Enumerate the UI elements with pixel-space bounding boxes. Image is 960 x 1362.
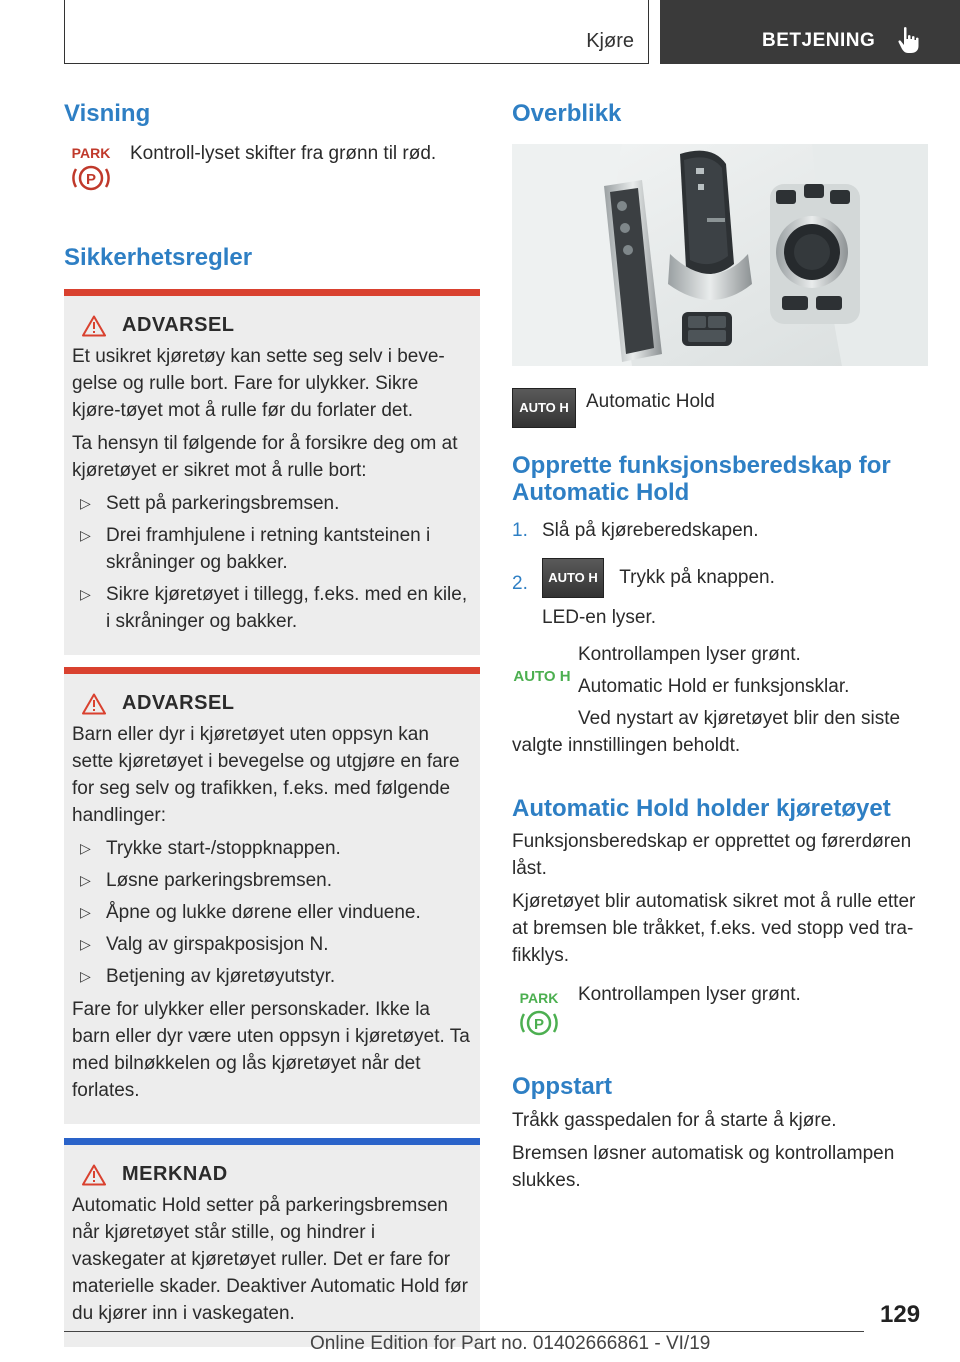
warning2-list <box>72 835 472 990</box>
warning-triangle-icon <box>82 1164 106 1186</box>
auto-h-button-row <box>512 388 928 432</box>
lamp-text-2: Automatic Hold er funksjonsklar. <box>578 675 850 697</box>
list-item: ▷ Valg av girspakposisjon N. <box>80 934 329 956</box>
lamp-text-1: Kontrollampen lyser grønt. <box>578 643 801 665</box>
center-console-photo <box>512 144 928 366</box>
heading-visning: Visning <box>64 100 151 127</box>
warning-title-text-1: ADVARSEL <box>122 314 235 337</box>
auto-h-button[interactable]: AUTO H <box>512 388 576 428</box>
holder-paragraph-2: Kjøretøyet blir automatisk sikret mot å rulle etter at bremsen ble tråkket, f.eks. ved stopp ved tra-fikklys. <box>512 891 916 967</box>
footer-edition: Online Edition for Part no. 01402666861 - VI/19 <box>310 1333 711 1354</box>
park-brake-icon <box>64 144 118 194</box>
led-text: LED-en lyser. <box>542 606 657 628</box>
auto-h-button-small[interactable]: AUTO H <box>542 558 604 598</box>
visning-text: Kontroll-lyset skifter fra grønn til rød. <box>130 142 437 164</box>
warning-triangle-icon <box>82 315 106 337</box>
list-item: ▷ Åpne og lukke dørene eller vinduene. <box>80 902 421 924</box>
console-illustration <box>512 144 928 366</box>
heading-holder: Automatic Hold holder kjøretøyet <box>512 794 891 822</box>
steps-list <box>512 517 928 598</box>
chapter-title: Kjøre <box>586 30 634 52</box>
lamp-block <box>512 641 928 759</box>
right-column <box>512 100 928 1194</box>
list-item: ▷ Sikre kjøretøyet i tillegg, f.eks. med en kile, i skråninger og bakker. <box>80 584 468 633</box>
list-item: ▷ Løsne parkeringsbremsen. <box>80 870 332 892</box>
note-title <box>72 1163 472 1186</box>
oppstart-paragraph-2: Bremsen løsner automatisk og kontrollampen slukkes. <box>512 1142 895 1191</box>
park-brake-green-icon <box>512 989 566 1039</box>
list-item: ▷ Drei framhjulene i retning kantsteinen i skråninger og bakker. <box>80 525 431 574</box>
warning-title-1 <box>72 314 472 337</box>
park-label-green: PARK <box>519 990 559 1007</box>
oppstart-paragraph-1: Tråkk gasspedalen for å starte å kjøre. <box>512 1109 837 1131</box>
auto-h-caption: Automatic Hold <box>586 390 715 412</box>
page-number: 129 <box>880 1301 921 1328</box>
lamp-label: AUTO H <box>513 667 571 685</box>
list-item: ▷ Trykke start-/stoppknappen. <box>80 838 341 860</box>
warning2-paragraph-2: Fare for ulykker eller personskader. Ikke la barn eller dyr være uten oppsyn i kjøretøyet. Ta med bilnøkkelen og lås kjøretøyet når det forlates. <box>72 999 470 1102</box>
svg-text:P: P <box>85 170 97 188</box>
auto-h-lamp-icon <box>512 663 572 687</box>
step-item: 1. Slå på kjøreberedskapen. <box>512 519 759 541</box>
warning-box-2 <box>64 667 480 1124</box>
header-chapter-box <box>64 0 649 64</box>
heading-overblikk: Overblikk <box>512 100 622 127</box>
warning1-paragraph-1: Et usikret kjøretøy kan sette seg selv i beve-gelse og rulle bort. Fare for ulykker. Sikre kjøre-tøyet mot å rulle før du forlater det. <box>72 346 445 422</box>
note-title-text: MERKNAD <box>122 1163 228 1186</box>
heading-opprette: Opprette funksjonsberedskap for Automatic Hold <box>512 451 891 507</box>
heading-sikkerhetsregler: Sikkerhetsregler <box>64 243 253 271</box>
footer-divider <box>64 1331 864 1332</box>
left-column <box>64 100 480 1347</box>
note-paragraph: Automatic Hold setter på parkeringsbremsen når kjøretøyet står stille, og hindrer i vaskegater at kjøretøyet ruller. Det er fare for materielle skader. Deaktiver Automatic Hold før du kjører inn i vaskegaten. <box>72 1195 468 1325</box>
holder-paragraph-1: Funksjonsberedskap er opprettet og førerdøren låst. <box>512 831 912 880</box>
warning2-paragraph-1: Barn eller dyr i kjøretøyet uten oppsyn kan sette kjøretøyet i bevegelse og utgjøre en fare for seg selv og trafikken, f.eks. med følgende handlinger: <box>72 724 460 827</box>
note-box <box>64 1138 480 1347</box>
warning1-paragraph-2: Ta hensyn til følgende for å forsikre deg om at kjøretøyet er sikret mot å rulle bort: <box>72 433 458 482</box>
heading-oppstart: Oppstart <box>512 1073 613 1101</box>
park-label: PARK <box>71 144 111 161</box>
step-item: 2. AUTO H Trykk på knappen. <box>512 550 928 598</box>
park-lamp-text: Kontrollampen lyser grønt. <box>578 984 801 1006</box>
svg-text:P: P <box>533 1016 545 1034</box>
warning-triangle-icon <box>82 693 106 715</box>
warning1-list <box>72 490 472 635</box>
park-lamp-row <box>512 981 928 1043</box>
lamp-text-3: Ved nystart av kjøretøyet blir den siste valgte innstillingen beholdt. <box>512 707 901 756</box>
warning-title-text-2: ADVARSEL <box>122 692 235 715</box>
list-item: ▷ Betjening av kjøretøyutstyr. <box>80 966 336 988</box>
hand-pointer-icon <box>896 26 922 54</box>
warning-box-1 <box>64 289 480 655</box>
header-section-box <box>660 0 960 64</box>
section-title: BETJENING <box>762 30 876 51</box>
visning-row <box>64 140 480 200</box>
list-item: ▷ Sett på parkeringsbremsen. <box>80 493 340 515</box>
warning-title-2 <box>72 692 472 715</box>
